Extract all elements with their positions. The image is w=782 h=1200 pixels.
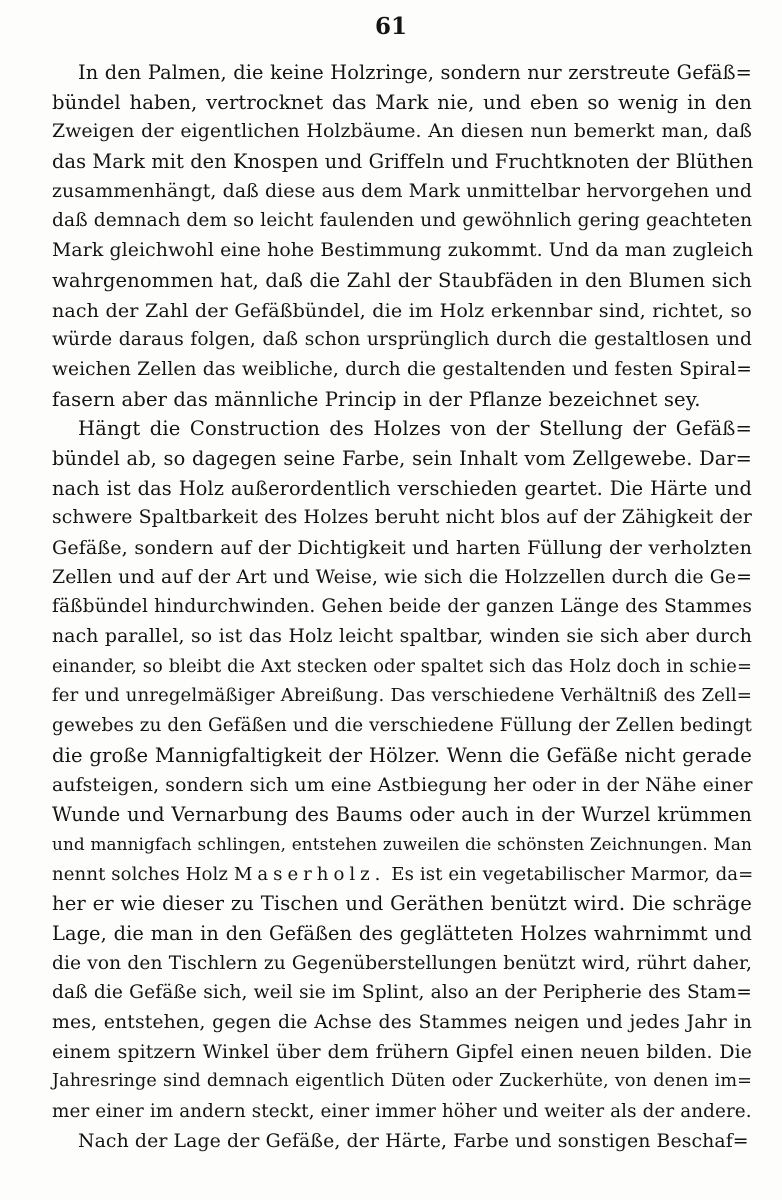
text-line: daß die Gefäße sich, weil sie im Splint, also an der Peripherie des Stam= [52, 982, 752, 1004]
text-line: nach ist das Holz außerordentlich verschieden geartet. Die Härte und [52, 476, 752, 500]
text-line: Wunde und Vernarbung des Baums oder auch in der Wurzel krümmen [52, 803, 752, 827]
text-line: aufsteigen, sondern sich um eine Astbiegung her oder in der Nähe einer [52, 774, 753, 796]
text-line: zusammenhängt, daß diese aus dem Mark unmittelbar hervorgehen und [52, 180, 752, 202]
text-line: fasern aber das männliche Princip in der Pflanze bezeichnet sey. [52, 387, 701, 411]
text-line: weichen Zellen das weibliche, durch die gestaltenden und festen Spiral= [52, 358, 752, 380]
text-line: nach der Zahl der Gefäßbündel, die im Holz erkennbar sind, richtet, so [52, 298, 752, 322]
text-line: daß demnach dem so leicht faulenden und gewöhnlich gering geachteten [52, 210, 753, 232]
text-line: Jahresringe sind demnach eigentlich Düten oder Zuckerhüte, von denen im= [52, 1071, 752, 1092]
text-line: her er wie dieser zu Tischen und Geräthen benützt wird. Die schräge [52, 892, 752, 916]
spaced-term: Maserholz. [233, 863, 386, 885]
text-line: nach parallel, so ist das Holz leicht spaltbar, winden sie sich aber durch [52, 626, 752, 648]
text-line: bündel ab, so dagegen seine Farbe, sein Inhalt vom Zellgewebe. Dar= [52, 446, 752, 470]
text-line: Zweigen der eigentlichen Holzbäume. An diesen nun bemerkt man, daß [52, 121, 752, 143]
text-line-maserholz [52, 860, 752, 890]
page-number: 61 [374, 13, 407, 40]
text-line: fäßbündel hindurchwinden. Gehen beide der ganzen Länge des Stammes [52, 596, 752, 618]
line-start: nennt solches Holz [52, 863, 228, 885]
text-line: bündel haben, vertrocknet das Mark nie, und eben so wenig in den [52, 90, 752, 114]
text-line: einem spitzern Winkel über dem frühern Gipfel einen neuen bilden. Die [52, 1041, 752, 1063]
text-line: das Mark mit den Knospen und Griffeln und Fruchtknoten der Blüthen [52, 150, 754, 174]
text-line: Lage, die man in den Gefäßen des geglätteten Holzes wahrnimmt und [52, 921, 752, 945]
body-text [52, 58, 752, 1156]
text-line: einander, so bleibt die Axt stecken oder spaltet sich das Holz doch in schie= [52, 655, 752, 677]
text-line: mer einer im andern steckt, einer immer höher und weiter als der andere. [52, 1101, 752, 1123]
text-line: mes, entstehen, gegen die Achse des Stammes neigen und jedes Jahr in [52, 1012, 752, 1033]
text-line: Zellen und auf der Art und Weise, wie sich die Holzzellen durch die Ge= [52, 566, 753, 588]
text-line: Gefäße, sondern auf der Dichtigkeit und harten Füllung der verholzten [52, 536, 752, 559]
text-line: würde daraus folgen, daß schon ursprünglich durch die gestaltlosen und [52, 329, 752, 351]
text-line: schwere Spaltbarkeit des Holzes beruht nicht blos auf der Zähigkeit der [52, 507, 752, 529]
text-line: gewebes zu den Gefäßen und die verschiedene Füllung der Zellen bedingt [52, 715, 752, 737]
text-line: und mannigfach schlingen, entstehen zuweilen die schönsten Zeichnungen. Man [52, 833, 752, 854]
text-line: Hängt die Construction des Holzes von der Stellung der Gefäß= [78, 417, 752, 441]
text-line: die große Mannigfaltigkeit der Hölzer. Wenn die Gefäße nicht gerade [52, 743, 752, 767]
text-line: die von den Tischlern zu Gegenüberstellungen benützt wird, rührt daher, [52, 952, 752, 974]
text-line: wahrgenommen hat, daß die Zahl der Staubfäden in den Blumen sich [52, 268, 752, 292]
text-line: In den Palmen, die keine Holzringe, sondern nur zerstreute Gefäß= [78, 61, 752, 84]
text-line: Mark gleichwohl eine hohe Bestimmung zukommt. Und da man zugleich [52, 240, 754, 262]
text-line: fer und unregelmäßiger Abreißung. Das verschiedene Verhältniß des Zell= [52, 685, 752, 707]
line-end: Es ist ein vegetabilischer Marmor, da= [391, 863, 754, 885]
text-line: Nach der Lage der Gefäße, der Härte, Farbe und sonstigen Beschaf= [78, 1130, 749, 1152]
